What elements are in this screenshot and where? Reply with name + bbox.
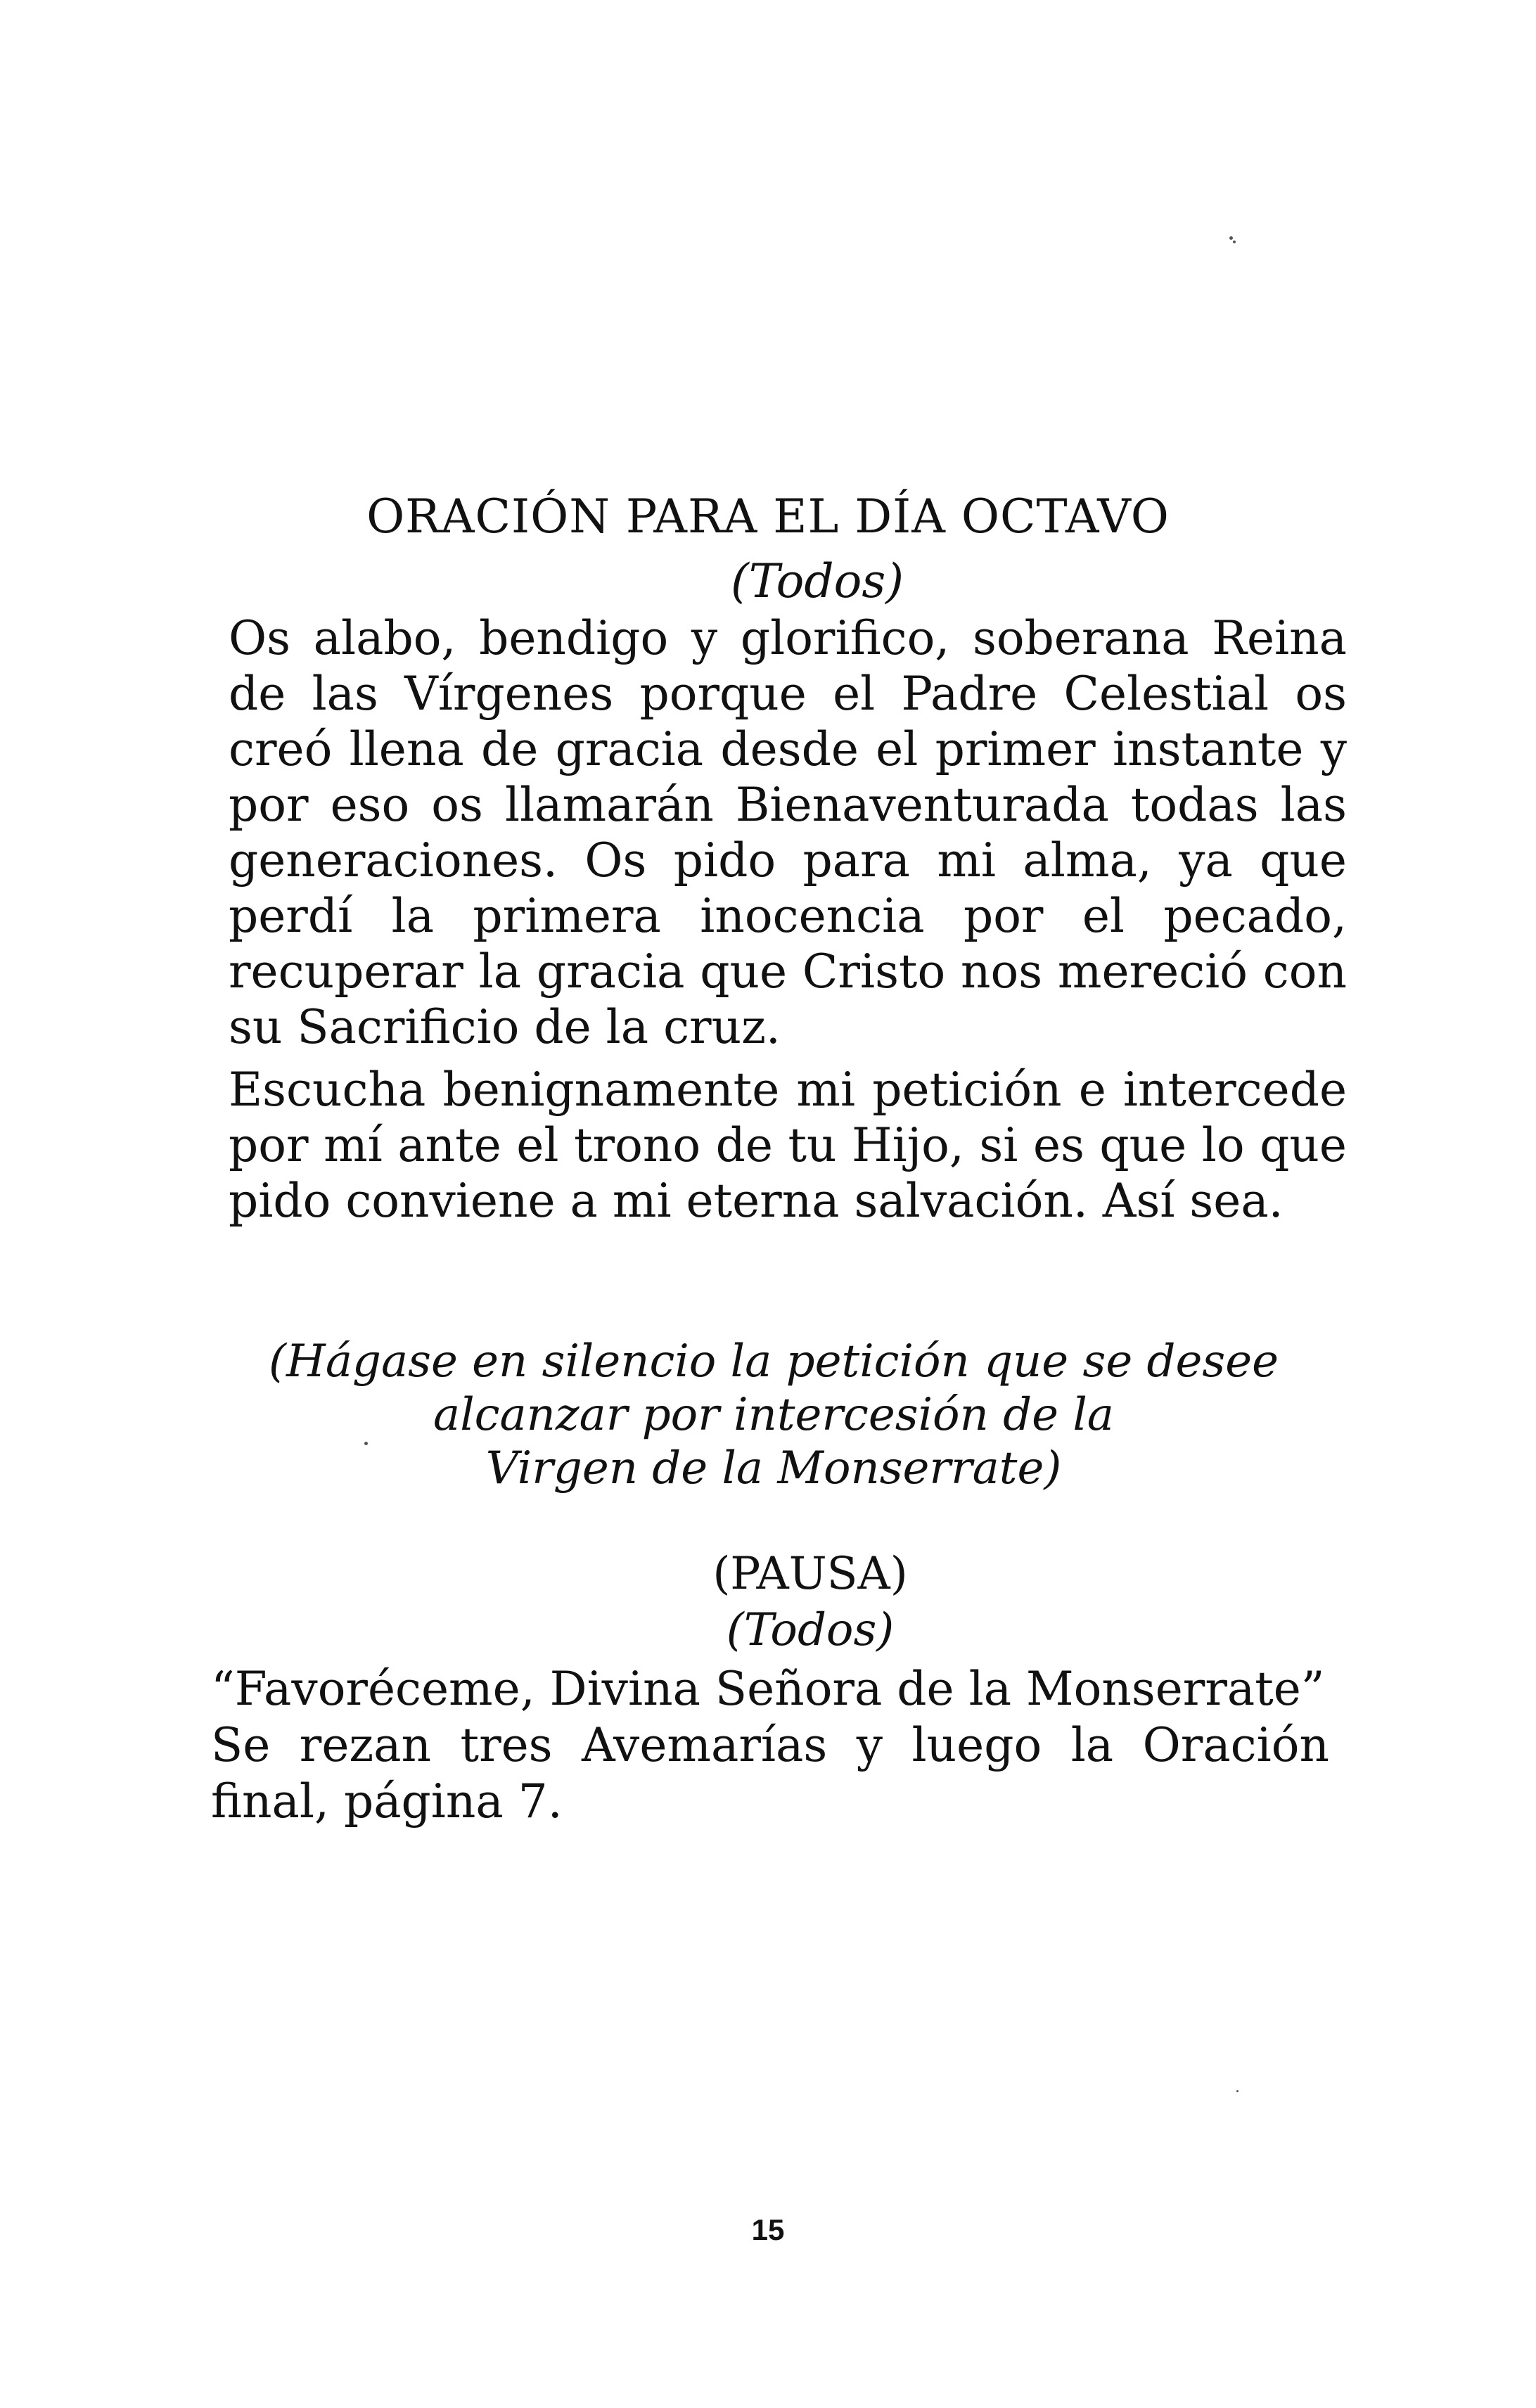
closing-instructions: Se rezan tres Avemarías y luego la Oración final, página 7. [211, 1718, 1329, 1829]
scan-speck [1233, 241, 1236, 243]
instruction-line: Virgen de la Monserrate) [485, 1442, 1062, 1494]
scan-speck [1236, 2090, 1239, 2092]
page-number: 15 [751, 2213, 785, 2246]
closing-section [211, 1661, 1329, 1830]
silent-petition-instruction [232, 1335, 1315, 1495]
page-title: ORACIÓN PARA EL DÍA OCTAVO [366, 489, 1170, 544]
instruction-line: (Hágase en silencio la petición que se desee [269, 1336, 1279, 1388]
scan-speck [1229, 236, 1233, 240]
invocation-text: “Favoréceme, Divina Señora de la Monserrate” [211, 1662, 1325, 1716]
participants-label: (Todos) [731, 554, 904, 608]
scan-speck [364, 1442, 368, 1445]
prayer-paragraph: Os alabo, bendigo y glorifico, soberana Reina de las Vírgenes porque el Padre Celestial os creó llena de gracia desde el primer instante y por eso os llamarán Bienaventurada todas las generaciones. Os pido para mi alma, ya que perdí la primera inocencia por el pecado, recuperar la gracia que Cristo nos mereció con su Sacrificio de la cruz. [229, 611, 1347, 1054]
pause-label: (PAUSA) [712, 1548, 908, 1600]
prayer-paragraph: Escucha benignamente mi petición e intercede por mí ante el trono de tu Hijo, si es que lo que pido conviene a mi eterna salvación. Así sea. [229, 1063, 1347, 1228]
instruction-line: alcanzar por intercesión de la [433, 1389, 1114, 1441]
participants-label: (Todos) [726, 1604, 895, 1656]
